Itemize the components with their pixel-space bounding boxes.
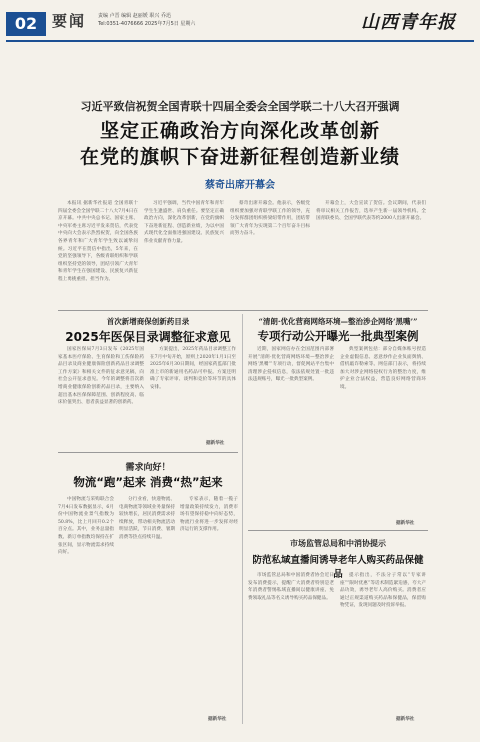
lead-subhead: 蔡奇出席开幕会 (205, 180, 275, 191)
masthead-meta (98, 12, 218, 28)
editor-line: 责编 卢晋 编辑 赵丽媛 职兴 乔迅 (98, 13, 171, 19)
story-right-bottom-headline: 防范私域直播间诱导老年人购买药品保健品 (252, 555, 424, 580)
lead-column-4: 开幕会上，大会宣读了贺信。会议期间，代表们将审议相关工作报告，选举产生新一届领导机构。全国青联委员、全国学联代表等约2000人出席开幕会。 (316, 201, 426, 222)
page-number: 02 (6, 12, 46, 36)
story-divider-left (58, 452, 238, 453)
date-line: Tel:0351-4076666 2025年7月5日 星期六 (98, 21, 196, 27)
story-left-bottom-headline: 物流“跑”起来 消费“热”起来 (73, 475, 223, 489)
lead-column-2: 习近平强调，当代中国青年和青年学生生逢盛世、肩负重任。要坚定正确政治方向，深化改革创新，在党的旗帜下奋进新征程、创造新业绩，为以中国式现代化全面推进强国建设、民族复兴伟业贡献青春力量。 (144, 201, 224, 244)
story-left-bottom-column-1: 中国物流与采购联合会7月4日发布数据显示，6月份中国物流业景气指数为50.8%，比上月回升0.2个百分点。其中，业务总量指数、新订单指数均保持在扩张区间，显示物流需求持续向好。 (58, 497, 114, 556)
story-right-bottom-column-1: 市场监管总局和中国消费者协会近日发布消费提示，提醒广大消费者特别是老年消费者警惕私域直播间以健康讲座、免费领取礼品等名义诱导购买药品保健品。 (248, 573, 334, 601)
lead-kicker: 习近平致信祝贺全国青联十四届全委会全国学联二十八大召开强调 (80, 100, 400, 113)
story-left-byline: 据新华社 (206, 441, 225, 446)
story-left-bottom-byline: 据新华社 (208, 717, 227, 722)
lead-column-3: 蔡奇出席开幕会。他表示，各级党组织要加强对青联学联工作的领导，充分发挥群团组织桥梁纽带作用，团结带领广大青年为实现第二个百年奋斗目标而努力奋斗。 (230, 201, 310, 237)
story-right-byline: 据新华社 (396, 521, 415, 526)
story-divider-right (248, 530, 428, 531)
story-right-bottom-kicker: 市场监管总局和中消协提示 (290, 538, 386, 548)
lead-headline-1: 坚定正确政治方向深化改革创新 (99, 120, 380, 142)
story-left-kicker: 首次新增商保创新药目录 (106, 317, 190, 326)
story-left-headline: 2025年医保目录调整征求意见 (65, 330, 231, 344)
column-divider (242, 314, 243, 724)
section-divider (58, 310, 428, 311)
story-left-bottom-column-2: 分行业看，快递物流、电商物流等领域业务量保持较快增长，居民消费需求持续释放，带动相关物流活动明显活跃，节日消费、暑期消费等热点持续升温。 (119, 497, 175, 540)
story-left-column-2: 方案提出，2025年药品目录调整工作在7月中旬开始，原则上2020年1月1日至2025年6月30日期间，经国家药监部门批准上市的新通用名药品可申报。方案还明确了专家评审、谈判和竞价等环节的具体安排。 (150, 347, 236, 390)
story-right-column-1: 近期，国家网信办在全国范围内部署开展“清朗·优化营商网络环境—整治涉企网络‘黑嘴’”专项行动，督促网站平台集中清理涉企侵权信息，依法依规处置一批违法违规账号，曝光一批典型案例。 (248, 347, 334, 383)
masthead (0, 0, 480, 44)
story-right-bottom-column-2: 提示指出，不法分子常以“专家讲座”“限时优惠”等话术制造紧迫感，夸大产品功效，诱导老年人高价购买。消费者应通过正规渠道购买药品和保健品，保留购物凭证，发现问题及时投诉举报。 (340, 573, 426, 609)
story-right-kicker: “清朗·优化营商网络环境—整治涉企网络‘黑嘴’” (258, 317, 418, 326)
story-left-bottom-kicker: 需求向好！ (125, 463, 171, 473)
story-right-headline: 专项行动公开曝光一批典型案例 (257, 329, 419, 343)
lead-column-1: 本报讯 据新华社报道 全国青联十四届全委会全国学联二十八大7月4日在京开幕。中共中央总书记、国家主席、中央军委主席习近平发来贺信，代表党中央向大会表示热烈祝贺，向全国各族各界青年和广大青年学生致以诚挚问候。习近平在贺信中指出，5年来，在党的坚强领导下，各级青联组织和学联组织坚持党的领导，团结引领广大青年和青年学生在强国建设、民族复兴新征程上勇挑重担、担当作为。 (58, 201, 138, 282)
section-title: 要闻 (52, 12, 87, 30)
story-left-column-1: 国家医保局7月3日发布《2025年国家基本医疗保险、生育保险和工伤保险药品目录及商业健康保险创新药品目录调整工作方案》和相关文件的征求意见稿，向社会公开征求意见。今年的调整将首次新增商业健康保险创新药品目录，主要纳入超出基本医保保障范围、创新程度高、临床价值突出、患者获益显著的创新药。 (58, 347, 144, 406)
story-right-column-2: 典型案例包括：部分自媒体账号捏造企业虚假信息、恶意炒作企业负面舆情、借机敲诈勒索等。网信部门表示，将持续加大对涉企网络侵权行为的整治力度，维护企业合法权益，营造良好网络营商环境。 (340, 347, 426, 390)
lead-headline-2: 在党的旗帜下奋进新征程创造新业绩 (79, 146, 400, 168)
newspaper-logo: 山西青年报 (361, 12, 456, 33)
story-left-bottom-column-3: 专家表示，随着一揽子增量政策持续发力，消费市场有望保持稳中向好态势，物流行业将进一步发挥对经济运行的支撑作用。 (180, 497, 238, 533)
story-right-bottom-byline: 据新华社 (396, 717, 415, 722)
masthead-rule (6, 40, 474, 42)
